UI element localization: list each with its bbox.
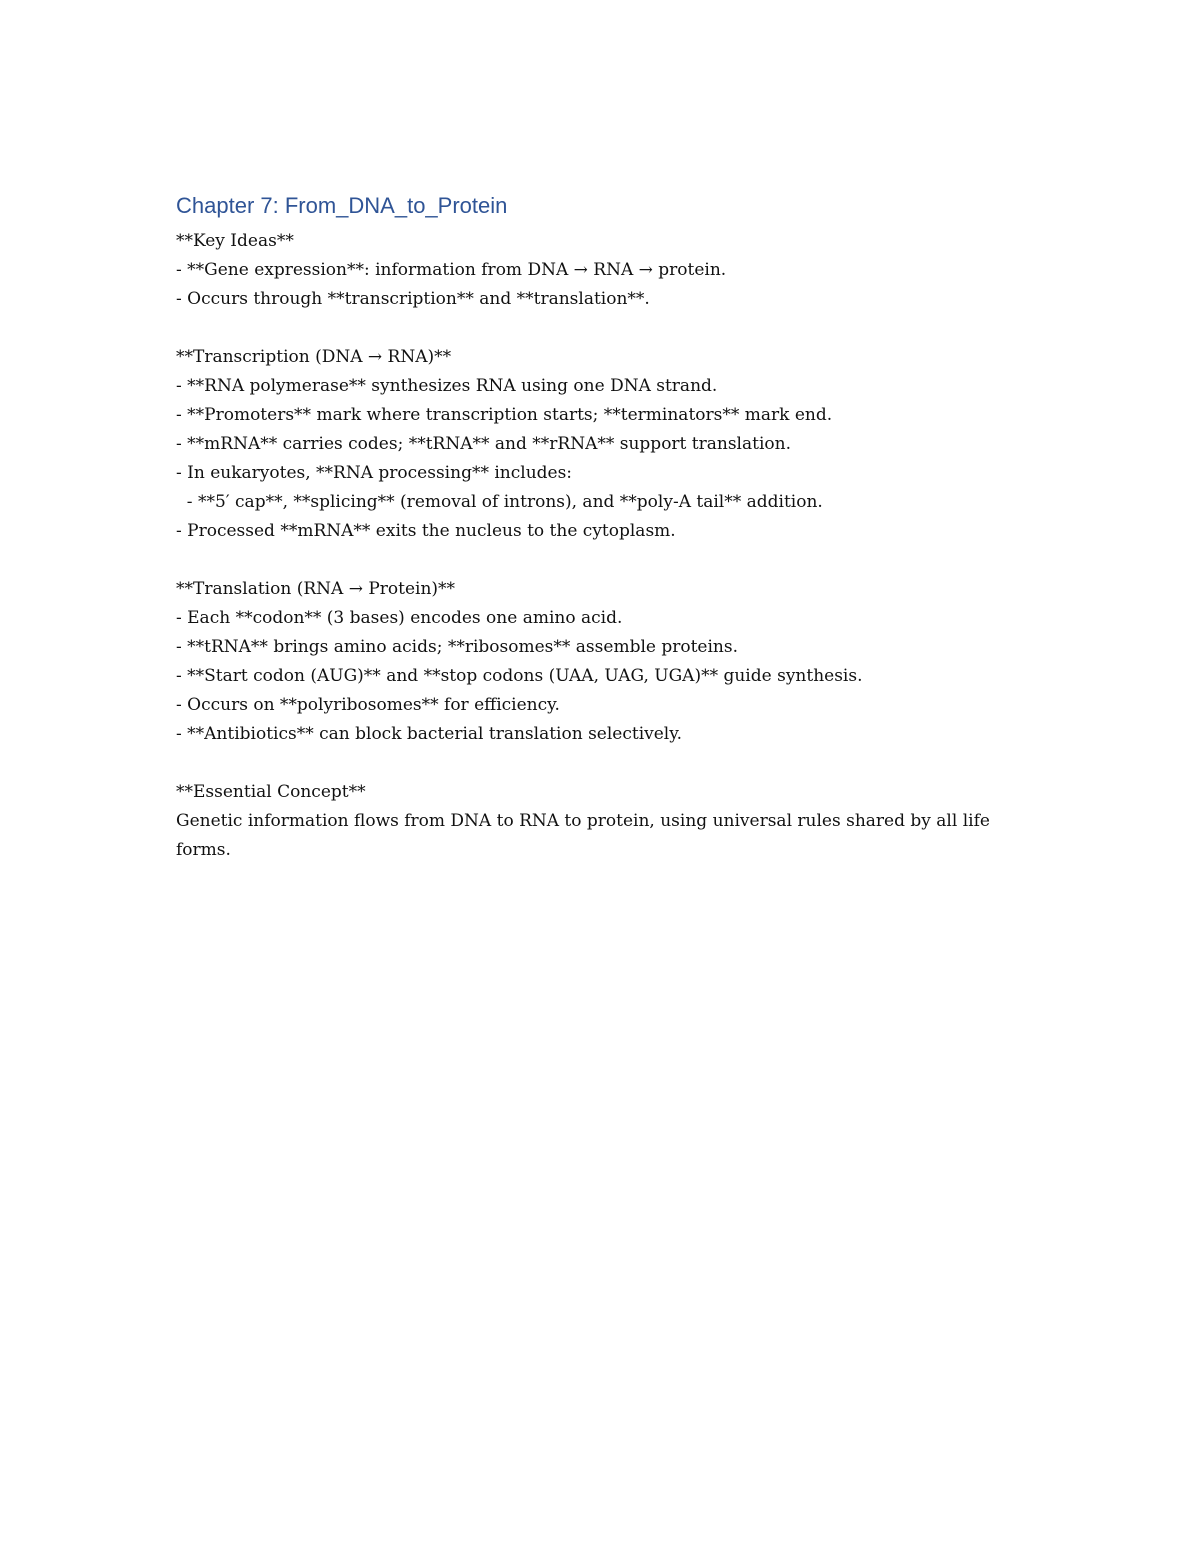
document-body (176, 191, 1026, 865)
spacer (176, 749, 1026, 778)
section-heading-key-ideas: **Key Ideas** (176, 231, 294, 251)
list-item: - Occurs through **transcription** and **translation**. (176, 289, 650, 309)
section-heading-transcription: **Transcription (DNA → RNA)** (176, 347, 452, 367)
list-item: - In eukaryotes, **RNA processing** includes: (176, 463, 573, 483)
list-item: - **mRNA** carries codes; **tRNA** and **rRNA** support translation. (176, 434, 791, 454)
spacer (176, 546, 1026, 575)
list-item: - **tRNA** brings amino acids; **ribosomes** assemble proteins. (176, 637, 738, 657)
page-title: Chapter 7: From_DNA_to_Protein (176, 193, 508, 218)
list-item: - Occurs on **polyribosomes** for efficiency. (176, 695, 560, 715)
essential-concept-text: Genetic information flows from DNA to RNA to protein, using universal rules shared by all life forms. (176, 811, 990, 860)
list-item: - Processed **mRNA** exits the nucleus to the cytoplasm. (176, 521, 676, 541)
list-item: - **Start codon (AUG)** and **stop codons (UAA, UAG, UGA)** guide synthesis. (176, 666, 863, 686)
spacer (176, 314, 1026, 343)
list-subitem: - **5′ cap**, **splicing** (removal of introns), and **poly-A tail** addition. (176, 492, 823, 512)
list-item: - **Gene expression**: information from DNA → RNA → protein. (176, 260, 727, 280)
list-item: - **Antibiotics** can block bacterial translation selectively. (176, 724, 682, 744)
section-heading-essential-concept: **Essential Concept** (176, 782, 366, 802)
list-item: - **Promoters** mark where transcription starts; **terminators** mark end. (176, 405, 833, 425)
list-item: - **RNA polymerase** synthesizes RNA using one DNA strand. (176, 376, 718, 396)
section-heading-translation: **Translation (RNA → Protein)** (176, 579, 456, 599)
list-item: - Each **codon** (3 bases) encodes one amino acid. (176, 608, 623, 628)
